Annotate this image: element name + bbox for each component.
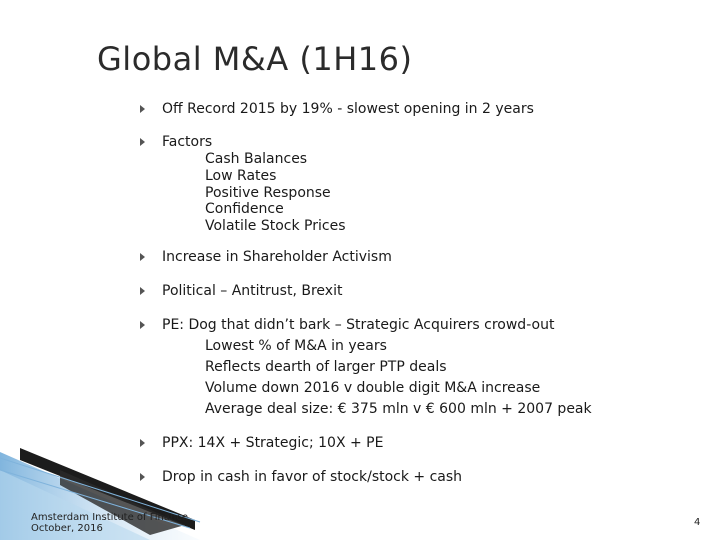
bullet-text: Increase in Shareholder Activism xyxy=(162,249,392,265)
triangle-bullet-icon xyxy=(140,439,145,447)
bullet-text: PE: Dog that didn’t bark – Strategic Acquirers crowd-out xyxy=(162,317,555,333)
page-number: 4 xyxy=(694,517,701,528)
sub-item: Lowest % of M&A in years xyxy=(205,338,387,354)
triangle-bullet-icon xyxy=(140,473,145,481)
bullet-text: PPX: 14X + Strategic; 10X + PE xyxy=(162,435,384,451)
sub-item: Volatile Stock Prices xyxy=(205,218,346,234)
slide-title: Global M&A (1H16) xyxy=(97,40,413,78)
footer-institution-block xyxy=(31,512,188,534)
bullet-text: Political – Antitrust, Brexit xyxy=(162,283,343,299)
triangle-bullet-icon xyxy=(140,287,145,295)
triangle-bullet-icon xyxy=(140,321,145,329)
sub-item: Confidence xyxy=(205,201,284,217)
footer-institution: Amsterdam Institute of Finance xyxy=(31,512,188,523)
triangle-bullet-icon xyxy=(140,138,145,146)
sub-item: Reflects dearth of larger PTP deals xyxy=(205,359,447,375)
sub-item: Volume down 2016 v double digit M&A increase xyxy=(205,380,541,396)
triangle-bullet-icon xyxy=(140,105,145,113)
sub-item: Low Rates xyxy=(205,168,277,184)
triangle-bullet-icon xyxy=(140,253,145,261)
bullet-text: Off Record 2015 by 19% - slowest opening in 2 years xyxy=(162,101,534,117)
sub-item: Cash Balances xyxy=(205,151,308,167)
footer-date: October, 2016 xyxy=(31,523,103,534)
bullet-text: Factors xyxy=(162,134,213,150)
bullet-text: Drop in cash in favor of stock/stock + cash xyxy=(162,469,463,485)
sub-item: Average deal size: € 375 mln v € 600 mln + 2007 peak xyxy=(205,401,592,417)
sub-item: Positive Response xyxy=(205,185,331,201)
